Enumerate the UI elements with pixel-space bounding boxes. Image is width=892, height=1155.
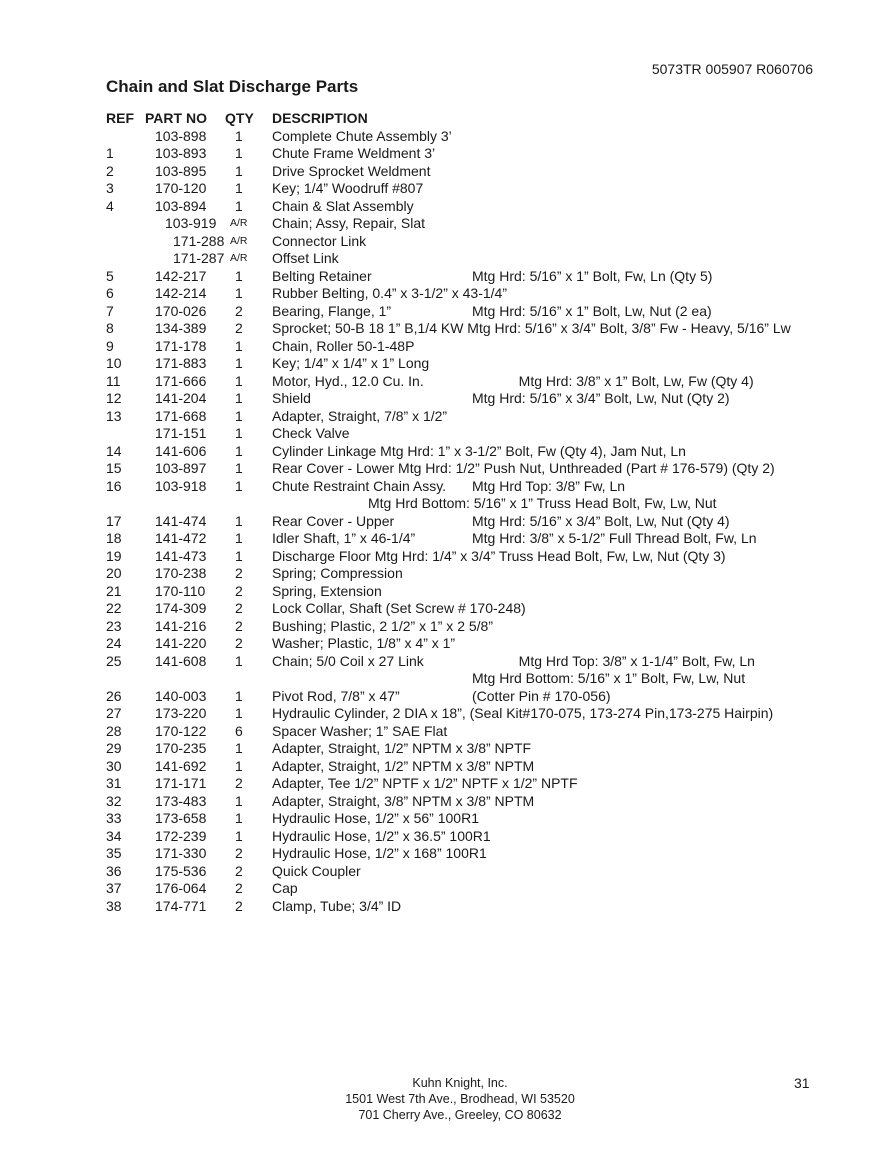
description-cell: Chain & Slat Assembly	[272, 197, 414, 214]
description-cell: Hydraulic Cylinder, 2 DIA x 18”, (Seal Kit#170-075, 173-274 Pin,173-275 Hairpin)	[272, 705, 774, 721]
description-cell: Spring, Extension	[272, 582, 382, 599]
ref-cell: 32	[106, 792, 122, 809]
mounting-hardware-cell: Mtg Hrd Top: 3/8” Fw, Ln	[472, 477, 626, 494]
table-row	[0, 775, 892, 793]
table-row	[0, 618, 892, 636]
qty-cell: 2	[235, 582, 243, 599]
footer-address-2: 701 Cherry Ave., Greeley, CO 80632	[358, 1108, 562, 1122]
ref-cell: 3	[106, 180, 114, 196]
table-header	[0, 110, 892, 128]
ref-cell: 20	[106, 565, 122, 581]
table-row	[0, 390, 892, 408]
description-cell: Bearing, Flange, 1”	[272, 302, 392, 319]
table-row	[0, 845, 892, 863]
ref-cell: 33	[106, 810, 122, 826]
description-cell: Discharge Floor Mtg Hrd: 1/4” x 3/4” Truss Head Bolt, Fw, Lw, Nut (Qty 3)	[272, 547, 726, 564]
ref-cell: 17	[106, 512, 122, 529]
part-number-cell: 170-110	[155, 582, 206, 599]
qty-cell: 1	[235, 477, 243, 494]
table-row	[0, 863, 892, 881]
qty-cell: 2	[235, 600, 243, 616]
description-cell: Connector Link	[272, 232, 367, 249]
description-cell: Drive Sprocket Weldment	[272, 162, 431, 179]
table-row	[0, 898, 892, 916]
table-row	[0, 828, 892, 846]
description-cell: Complete Chute Assembly 3’	[272, 127, 452, 144]
description-cell: Hydraulic Hose, 1/2” x 56” 100R1	[272, 810, 479, 826]
table-row	[0, 548, 892, 566]
ref-cell: 2	[106, 162, 114, 179]
mounting-hardware-cell: Mtg Hrd: 5/16” x 1” Bolt, Fw, Ln (Qty 5)	[472, 267, 713, 284]
table-row	[0, 198, 892, 216]
table-row	[0, 303, 892, 321]
part-number-cell: 172-239	[155, 827, 207, 844]
description-cell: Chute Restraint Chain Assy.	[272, 477, 447, 494]
part-number-cell: 103-895	[155, 162, 207, 179]
header-qty: QTY	[225, 110, 254, 126]
ref-cell: 15	[106, 460, 122, 476]
page-title: Chain and Slat Discharge Parts	[106, 77, 359, 96]
table-row	[0, 408, 892, 426]
part-number-cell: 173-658	[155, 810, 207, 826]
part-number-cell: 174-309	[155, 600, 207, 616]
part-number-cell: 171-151	[155, 425, 207, 441]
qty-cell: 1	[235, 757, 243, 774]
description-cell: Clamp, Tube; 3/4” ID	[272, 897, 402, 914]
table-row	[0, 670, 892, 688]
part-number-cell: 103-898	[155, 127, 207, 144]
table-row	[0, 688, 892, 706]
qty-cell: 2	[235, 775, 243, 791]
ref-cell: 11	[106, 372, 121, 389]
part-number-cell: 103-919	[165, 215, 217, 231]
table-row	[0, 373, 892, 391]
qty-cell: 1	[235, 740, 243, 756]
part-number-cell: 141-204	[155, 390, 207, 406]
qty-cell: A/R	[230, 252, 248, 264]
qty-cell: 1	[235, 127, 243, 144]
part-number-cell: 170-235	[155, 740, 207, 756]
part-number-cell: 170-238	[155, 565, 207, 581]
ref-cell: 21	[106, 582, 122, 599]
part-number-cell: 175-536	[155, 862, 207, 879]
part-number-cell: 171-668	[155, 407, 207, 424]
part-number-cell: 173-483	[155, 792, 207, 809]
table-row	[0, 495, 892, 513]
table-row	[0, 600, 892, 618]
description-cell: Hydraulic Hose, 1/2” x 168” 100R1	[272, 845, 487, 861]
footer-address-1: 1501 West 7th Ave., Brodhead, WI 53520	[345, 1092, 575, 1106]
mounting-hardware-cell: (Cotter Pin # 170-056)	[472, 687, 611, 704]
table-row	[0, 233, 892, 251]
table-row	[0, 653, 892, 671]
ref-cell: 4	[106, 197, 114, 214]
ref-cell: 7	[106, 302, 114, 319]
ref-cell: 38	[106, 897, 122, 914]
part-number-cell: 134-389	[155, 320, 207, 336]
part-number-cell: 171-178	[155, 337, 207, 354]
qty-cell: 1	[235, 792, 243, 809]
qty-cell: 1	[235, 197, 243, 214]
part-number-cell: 171-883	[155, 355, 207, 371]
part-number-cell: 142-214	[155, 285, 207, 301]
description-cell: Adapter, Straight, 1/2” NPTM x 3/8” NPTM	[272, 757, 535, 774]
ref-cell: 24	[106, 635, 122, 651]
description-cell: Shield	[272, 390, 311, 406]
header-ref: REF	[106, 110, 134, 126]
part-number-cell: 171-287	[173, 250, 225, 266]
part-number-cell: 141-473	[155, 547, 207, 564]
part-number-cell: 141-216	[155, 617, 207, 634]
table-row	[0, 320, 892, 338]
description-cell: Spacer Washer; 1” SAE Flat	[272, 722, 448, 739]
table-row	[0, 145, 892, 163]
table-row	[0, 880, 892, 898]
qty-cell: 1	[235, 407, 243, 424]
table-row	[0, 285, 892, 303]
ref-cell: 28	[106, 722, 122, 739]
mounting-hardware-cell: Mtg Hrd Bottom: 5/16” x 1” Bolt, Fw, Lw, Nut	[472, 670, 746, 686]
mounting-hardware-cell: Mtg Hrd: 3/8” x 1” Bolt, Lw, Fw (Qty 4)	[472, 372, 754, 389]
ref-cell: 25	[106, 652, 122, 669]
description-cell: Idler Shaft, 1” x 46-1/4”	[272, 530, 416, 546]
table-row	[0, 740, 892, 758]
description-cell: Rubber Belting, 0.4” x 3-1/2” x 43-1/4”	[272, 285, 508, 301]
footer	[0, 1075, 892, 1123]
ref-cell: 23	[106, 617, 122, 634]
part-number-cell: 171-330	[155, 845, 207, 861]
qty-cell: 1	[235, 390, 243, 406]
part-number-cell: 170-026	[155, 302, 207, 319]
table-row	[0, 513, 892, 531]
qty-cell: 1	[235, 145, 243, 161]
part-number-cell: 170-120	[155, 180, 207, 196]
qty-cell: 1	[235, 460, 243, 476]
qty-cell: 6	[235, 722, 243, 739]
table-row	[0, 723, 892, 741]
ref-cell: 13	[106, 407, 122, 424]
qty-cell: 1	[235, 285, 243, 301]
qty-cell: 2	[235, 635, 243, 651]
description-cell: Cylinder Linkage Mtg Hrd: 1” x 3-1/2” Bolt, Fw (Qty 4), Jam Nut, Ln	[272, 442, 686, 459]
ref-cell: 18	[106, 530, 122, 546]
part-number-cell: 103-897	[155, 460, 207, 476]
mounting-hardware-cell: Mtg Hrd: 5/16” x 3/4” Bolt, Lw, Nut (Qty 4)	[472, 512, 730, 529]
part-number-cell: 176-064	[155, 880, 207, 896]
ref-cell: 34	[106, 827, 122, 844]
mounting-hardware-cell: Mtg Hrd: 5/16” x 1” Bolt, Lw, Nut (2 ea)	[472, 302, 712, 319]
ref-cell: 22	[106, 600, 122, 616]
description-cell: Washer; Plastic, 1/8” x 4” x 1”	[272, 635, 456, 651]
qty-cell: 1	[235, 355, 243, 371]
description-cell: Offset Link	[272, 250, 339, 266]
table-row	[0, 810, 892, 828]
qty-cell: 1	[235, 530, 243, 546]
table-row	[0, 705, 892, 723]
description-cell: Key; 1/4” x 1/4” x 1” Long	[272, 355, 430, 371]
header-description: DESCRIPTION	[272, 110, 368, 126]
description-cell: Hydraulic Hose, 1/2” x 36.5” 100R1	[272, 827, 491, 844]
description-cell: Sprocket; 50-B 18 1” B,1/4 KW Mtg Hrd: 5/16” x 3/4” Bolt, 3/8” Fw - Heavy, 5/16” Lw	[272, 320, 791, 336]
qty-cell: 1	[235, 337, 243, 354]
description-cell: Spring; Compression	[272, 565, 403, 581]
qty-cell: 2	[235, 565, 243, 581]
description-cell: Adapter, Tee 1/2” NPTF x 1/2” NPTF x 1/2” NPTF	[272, 775, 578, 791]
qty-cell: 2	[235, 845, 243, 861]
part-number-cell: 173-220	[155, 705, 207, 721]
qty-cell: 2	[235, 862, 243, 879]
qty-cell: 1	[235, 425, 243, 441]
qty-cell: 1	[235, 547, 243, 564]
table-row	[0, 163, 892, 181]
ref-cell: 29	[106, 740, 122, 756]
qty-cell: 1	[235, 705, 243, 721]
part-number-cell: 141-220	[155, 635, 207, 651]
part-number-cell: 171-171	[155, 775, 207, 791]
table-row	[0, 443, 892, 461]
description-cell: Adapter, Straight, 1/2” NPTM x 3/8” NPTF	[272, 740, 532, 756]
description-cell: Pivot Rod, 7/8” x 47”	[272, 687, 400, 704]
ref-cell: 10	[106, 355, 122, 371]
ref-cell: 26	[106, 687, 122, 704]
description-cell: Bushing; Plastic, 2 1/2” x 1” x 2 5/8”	[272, 617, 493, 634]
qty-cell: 1	[235, 810, 243, 826]
table-row	[0, 268, 892, 286]
ref-cell: 1	[106, 145, 114, 161]
table-row	[0, 338, 892, 356]
qty-cell: 2	[235, 320, 243, 336]
table-row	[0, 250, 892, 268]
description-cell: Rear Cover - Upper	[272, 512, 395, 529]
header-part: PART NO	[145, 110, 207, 126]
ref-cell: 30	[106, 757, 122, 774]
description-cell: Key; 1/4” Woodruff #807	[272, 180, 424, 196]
part-number-cell: 141-606	[155, 442, 207, 459]
page-number: 31	[794, 1075, 810, 1091]
qty-cell: 2	[235, 617, 243, 634]
description-cell: Chain, Roller 50-1-48P	[272, 337, 415, 354]
description-cell: Belting Retainer	[272, 267, 372, 284]
part-number-cell: 171-666	[155, 372, 207, 389]
qty-cell: 1	[235, 372, 243, 389]
ref-cell: 5	[106, 267, 114, 284]
qty-cell: 2	[235, 897, 243, 914]
qty-cell: 1	[235, 162, 243, 179]
mounting-hardware-cell: Mtg Hrd Bottom: 5/16” x 1” Truss Head Bolt, Fw, Lw, Nut	[368, 495, 717, 511]
qty-cell: A/R	[230, 217, 248, 229]
mounting-hardware-cell: Mtg Hrd Top: 3/8” x 1-1/4” Bolt, Fw, Ln	[472, 652, 755, 669]
ref-cell: 31	[106, 775, 122, 791]
table-row	[0, 425, 892, 443]
ref-cell: 27	[106, 705, 122, 721]
qty-cell: 2	[235, 880, 243, 896]
description-cell: Quick Coupler	[272, 862, 361, 879]
description-cell: Adapter, Straight, 3/8” NPTM x 3/8” NPTM	[272, 792, 535, 809]
table-row	[0, 793, 892, 811]
table-row	[0, 565, 892, 583]
mounting-hardware-cell: Mtg Hrd: 3/8” x 5-1/2” Full Thread Bolt, Fw, Ln	[472, 530, 757, 546]
ref-cell: 14	[106, 442, 122, 459]
part-number-cell: 103-894	[155, 197, 207, 214]
part-number-cell: 171-288	[173, 232, 225, 249]
description-cell: Chain; Assy, Repair, Slat	[272, 215, 426, 231]
part-number-cell: 141-474	[155, 512, 207, 529]
part-number-cell: 142-217	[155, 267, 207, 284]
table-row	[0, 355, 892, 373]
ref-cell: 6	[106, 285, 114, 301]
description-cell: Lock Collar, Shaft (Set Screw # 170-248)	[272, 600, 526, 616]
qty-cell: 1	[235, 180, 243, 196]
ref-cell: 9	[106, 337, 114, 354]
ref-cell: 8	[106, 320, 114, 336]
ref-cell: 37	[106, 880, 122, 896]
part-number-cell: 103-893	[155, 145, 207, 161]
ref-cell: 16	[106, 477, 122, 494]
footer-company: Kuhn Knight, Inc.	[412, 1076, 508, 1090]
table-row	[0, 128, 892, 146]
doc-code: 5073TR 005907 R060706	[651, 61, 813, 77]
part-number-cell: 141-472	[155, 530, 207, 546]
ref-cell: 12	[106, 390, 122, 406]
description-cell: Cap	[272, 880, 298, 896]
description-cell: Chute Frame Weldment 3’	[272, 145, 436, 161]
parts-table	[0, 110, 892, 915]
qty-cell: 1	[235, 687, 243, 704]
table-row	[0, 460, 892, 478]
table-row	[0, 180, 892, 198]
description-cell: Chain; 5/0 Coil x 27 Link	[272, 652, 424, 669]
qty-cell: 1	[235, 827, 243, 844]
table-row	[0, 635, 892, 653]
ref-cell: 35	[106, 845, 122, 861]
description-cell: Check Valve	[272, 425, 350, 441]
mounting-hardware-cell: Mtg Hrd: 5/16” x 3/4” Bolt, Lw, Nut (Qty 2)	[472, 390, 730, 406]
qty-cell: 1	[235, 267, 243, 284]
description-cell: Motor, Hyd., 12.0 Cu. In.	[272, 372, 424, 389]
part-number-cell: 174-771	[155, 897, 207, 914]
qty-cell: 1	[235, 442, 243, 459]
table-row	[0, 758, 892, 776]
part-number-cell: 141-608	[155, 652, 207, 669]
table-row	[0, 215, 892, 233]
table-row	[0, 478, 892, 496]
ref-cell: 36	[106, 862, 122, 879]
part-number-cell: 141-692	[155, 757, 207, 774]
qty-cell: 2	[235, 302, 243, 319]
description-cell: Rear Cover - Lower Mtg Hrd: 1/2” Push Nut, Unthreaded (Part # 176-579) (Qty 2)	[272, 460, 775, 476]
table-row	[0, 583, 892, 601]
part-number-cell: 140-003	[155, 687, 207, 704]
qty-cell: 1	[235, 652, 243, 669]
qty-cell: 1	[235, 512, 243, 529]
description-cell: Adapter, Straight, 7/8” x 1/2”	[272, 407, 448, 424]
part-number-cell: 170-122	[155, 722, 207, 739]
part-number-cell: 103-918	[155, 477, 207, 494]
table-row	[0, 530, 892, 548]
qty-cell: A/R	[230, 234, 248, 247]
ref-cell: 19	[106, 547, 122, 564]
